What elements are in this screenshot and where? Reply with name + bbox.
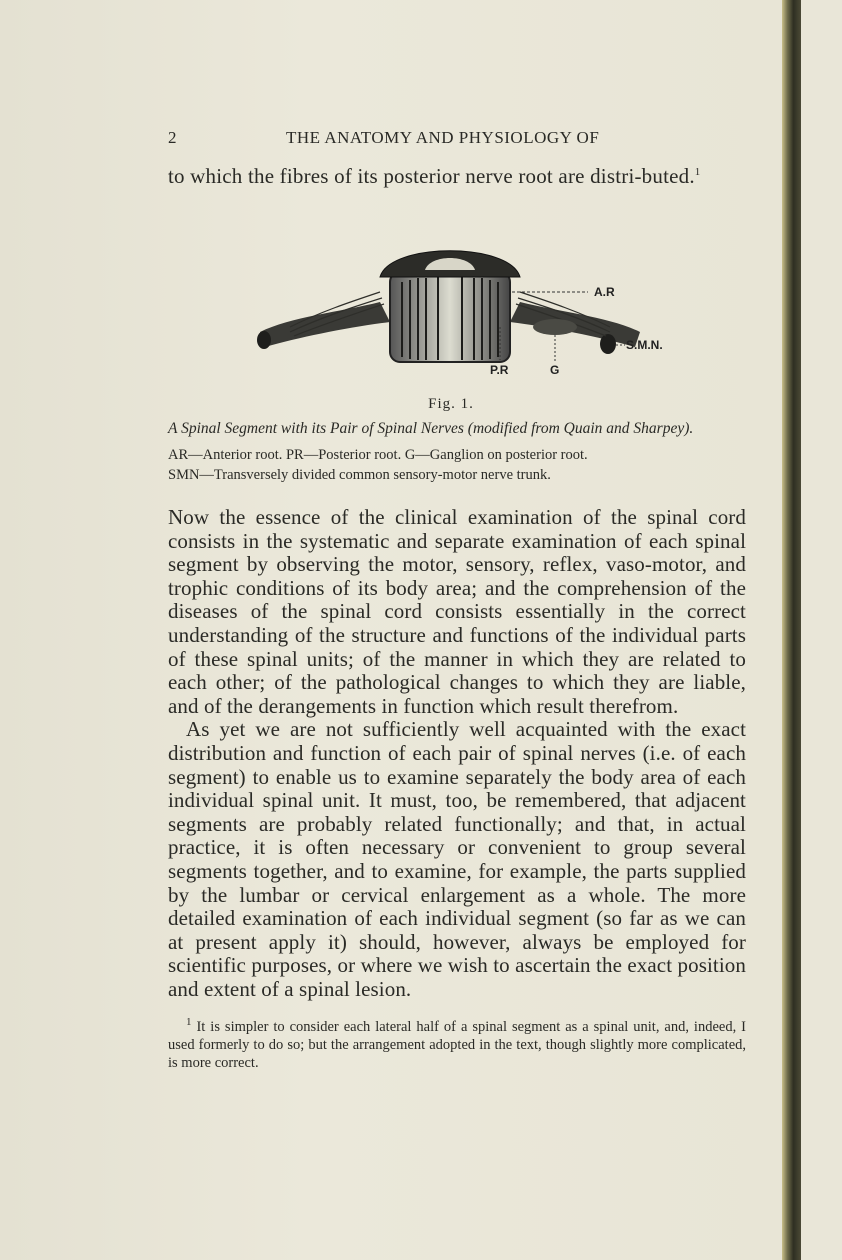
footnote [168, 1018, 746, 1072]
paragraph: Now the essence of the clinical examination of the spinal cord consists in the systematic and separate examination of each spinal segment by observing the motor, sensory, reflex, vaso-motor, and trophic conditions of its body area; and the comprehension of the diseases of the spinal cord consists essentially in the correct understanding of the structure and functions of the individual parts of these spinal units; of the manner in which they are related to each other; of the pathological changes to which they are liable, and of the derangements in function which result therefrom. [168, 505, 746, 718]
figure-legend-line: AR—Anterior root. PR—Posterior root. G—Ganglion on posterior root. [168, 447, 588, 463]
spinal-segment-illustration [250, 232, 663, 382]
label-ar: A.R [594, 285, 615, 299]
label-pr: P.R [490, 363, 509, 377]
footnote-mark: 1 [186, 1016, 192, 1029]
left-nerve-cut-end [257, 331, 271, 349]
running-title: THE ANATOMY AND PHYSIOLOGY OF [286, 128, 600, 147]
footnote-text: It is simpler to consider each lateral half of a spinal segment as a spinal unit, and, indeed, I used formerly to do so; but the arrangement adopted in the text, though slightly more complicated, is more correct. [168, 1019, 746, 1071]
book-edge [782, 0, 801, 1260]
figure-legend-line: SMN—Transversely divided common sensory-motor nerve trunk. [168, 467, 551, 483]
intro-sentence: to which the fibres of its posterior nerve root are distri-buted. [168, 164, 695, 188]
ganglion [533, 319, 577, 335]
footnote-reference: 1 [694, 166, 701, 178]
figure-title: A Spinal Segment with its Pair of Spinal Nerves (modified from Quain and Sharpey). [168, 420, 694, 437]
right-nerve-cut-end [600, 334, 616, 354]
figure-number: Fig. 1. [428, 396, 474, 412]
spinal-segment-figure [250, 232, 663, 382]
figure-legend [168, 445, 748, 485]
spinal-cord-section [390, 272, 510, 362]
label-g: G [550, 363, 560, 377]
intro-text [168, 164, 743, 188]
paragraph: As yet we are not sufficiently well acquainted with the exact distribution and function of each pair of spinal nerves (i.e. of each segment) to enable us to examine separately the body area of each individual spinal unit. It must, too, be remembered, that adjacent segments are probably related functionally; and that, in actual practice, it is often necessary or convenient to group several segments together, and to examine, for example, the parts supplied by the lumbar or cervical enlargement as a whole. The more detailed examination of each individual segment (so far as we can at present apply it) should, however, always be employed for scientific purposes, or where we wish to ascertain the exact position and extent of a spinal lesion. [168, 717, 746, 1001]
label-smn: S.M.N. [626, 338, 663, 352]
body-text [168, 506, 746, 1001]
page-number: 2 [168, 128, 177, 147]
